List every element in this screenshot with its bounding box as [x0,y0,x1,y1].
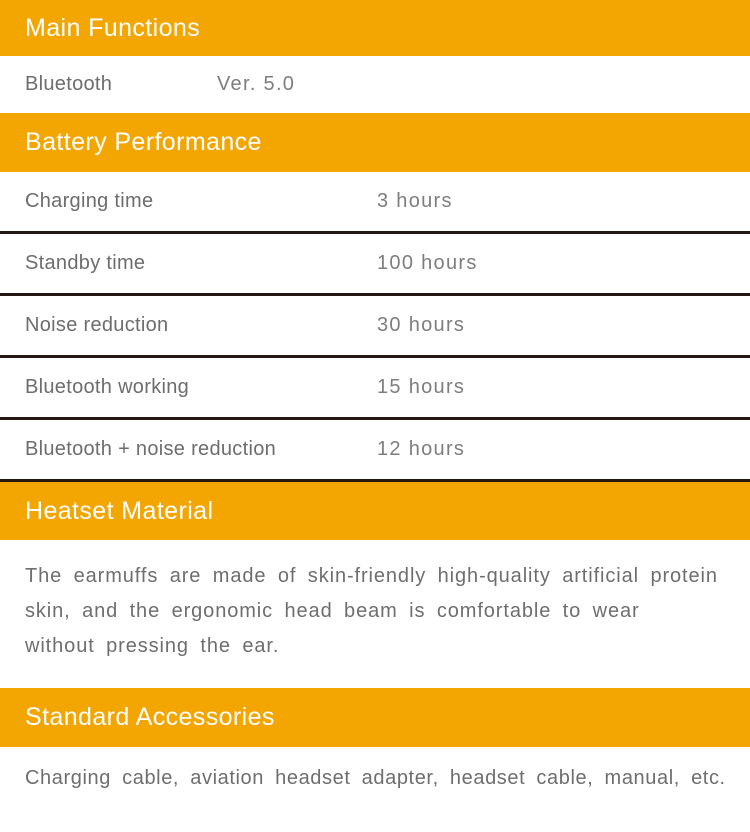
spec-label: Bluetooth working [25,376,190,398]
spec-row-charging-time [0,172,750,234]
spec-value: 100 hours [377,252,478,274]
headset-material-description [0,540,750,688]
spec-label: Charging time [25,190,154,212]
description-line: skin, and the ergonomic head beam is comfortable to wear [25,600,640,622]
accessories-text: Charging cable, aviation headset adapter, headset cable, manual, etc. [25,767,726,789]
spec-value: 30 hours [377,314,466,336]
section-header-battery-performance [0,113,750,172]
description-line: The earmuffs are made of skin-friendly high-quality artificial protein [25,565,718,587]
spec-label: Standby time [25,252,146,274]
description-line: without pressing the ear. [25,635,280,657]
section-title: Standard Accessories [25,703,275,731]
spec-value: Ver. 5.0 [217,73,296,95]
spec-row-standby-time [0,234,750,296]
spec-row-noise-reduction [0,296,750,358]
section-header-main-functions [0,0,750,56]
section-header-standard-accessories [0,688,750,747]
spec-label: Bluetooth [25,73,113,95]
spec-label: Noise reduction [25,314,169,336]
section-title: Main Functions [25,13,201,42]
spec-value: 3 hours [377,190,453,212]
section-header-headset-material [0,482,750,540]
spec-label: Bluetooth + noise reduction [25,438,277,460]
spec-value: 15 hours [377,376,466,398]
spec-row-bluetooth [0,56,750,113]
spec-value: 12 hours [377,438,466,460]
spec-row-bluetooth-noise-reduction [0,420,750,482]
section-title: Battery Performance [25,128,262,156]
spec-row-bluetooth-working [0,358,750,420]
section-title: Heatset Material [25,496,214,525]
standard-accessories-description [0,747,750,832]
